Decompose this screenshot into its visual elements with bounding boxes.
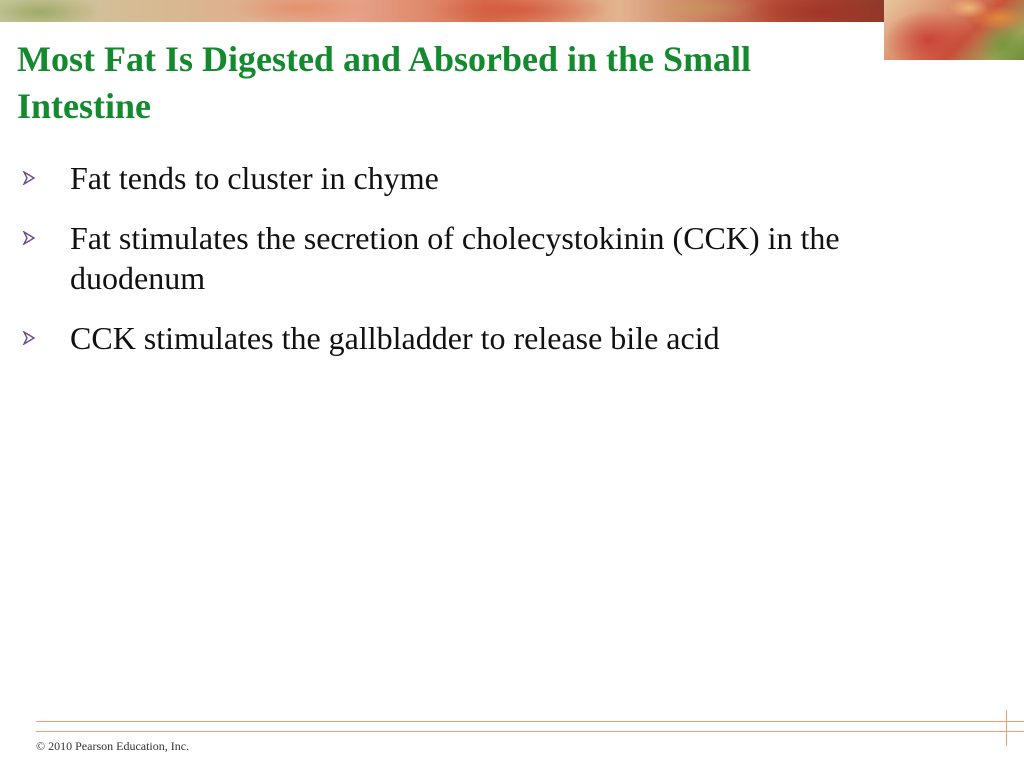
chevron-arrow-icon [22,171,36,185]
bullet-item [22,218,952,298]
bullet-list [22,158,952,378]
bullet-text: CCK stimulates the gallbladder to release bile acid [70,320,720,356]
bullet-text: Fat stimulates the secretion of cholecystokinin (CCK) in the duodenum [70,220,840,296]
slide-title: Most Fat Is Digested and Absorbed in the Small Intestine [17,39,752,126]
top-food-banner [0,0,884,22]
footer-divider-bottom [36,731,1024,732]
chevron-arrow-icon [22,331,36,345]
copyright-notice: © 2010 Pearson Education, Inc. [36,739,190,753]
bullet-item [22,158,952,198]
bullet-item [22,318,952,358]
chevron-arrow-icon [22,231,36,245]
footer-divider-top [36,721,1024,722]
bullet-text: Fat tends to cluster in chyme [70,160,439,196]
footer-divider-tick [1006,710,1007,746]
corner-food-photo [884,0,1024,60]
